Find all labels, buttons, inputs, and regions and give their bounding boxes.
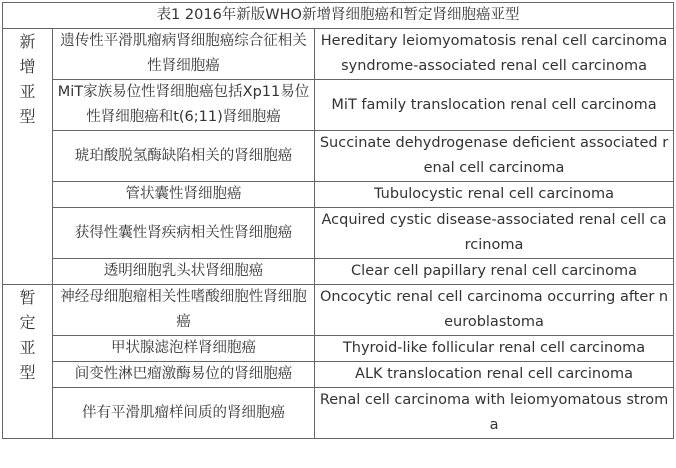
subtype-chinese-name: 遗传性平滑肌瘤病肾细胞癌综合征相关性肾细胞癌 (53, 29, 315, 80)
table-row (3, 208, 674, 259)
subtype-chinese-name: 间变性淋巴瘤激酶易位的肾细胞癌 (53, 362, 315, 388)
subtype-english-name: Succinate dehydrogenase deficient associated renal cell carcinoma (315, 131, 674, 182)
table-row (3, 29, 674, 80)
table-row (3, 80, 674, 131)
subtype-chinese-name: 神经母细胞瘤相关性嗜酸细胞性肾细胞癌 (53, 285, 315, 336)
subtype-chinese-name: 琥珀酸脱氢酶缺陷相关的肾细胞癌 (53, 131, 315, 182)
subtype-english-name: ALK translocation renal cell carcinoma (315, 362, 674, 388)
group-label-char: 型 (19, 363, 36, 382)
subtype-english-name: Clear cell papillary renal cell carcinoma (315, 259, 674, 285)
table-row (3, 362, 674, 388)
subtype-english-name: Renal cell carcinoma with leiomyomatous stroma (315, 388, 674, 439)
table-row (3, 131, 674, 182)
subtype-chinese-name: MiT家族易位性肾细胞癌包括Xp11易位性肾细胞癌和t(6;11)肾细胞癌 (53, 80, 315, 131)
group-label-char: 新 (19, 32, 36, 51)
subtype-chinese-name: 透明细胞乳头状肾细胞癌 (53, 259, 315, 285)
group-label (3, 285, 53, 439)
group-label-char: 定 (19, 313, 36, 332)
group-label-char: 增 (19, 57, 36, 76)
subtype-english-name: MiT family translocation renal cell carcinoma (315, 80, 674, 131)
subtype-english-name: Hereditary leiomyomatosis renal cell carcinoma syndrome-associated renal cell carcinoma (315, 29, 674, 80)
subtype-chinese-name: 甲状腺滤泡样肾细胞癌 (53, 336, 315, 362)
subtype-english-name: Oncocytic renal cell carcinoma occurring after neuroblastoma (315, 285, 674, 336)
table-row (3, 285, 674, 336)
group-label (3, 29, 53, 285)
group-label-char: 暂 (19, 288, 36, 307)
subtype-chinese-name: 管状囊性肾细胞癌 (53, 182, 315, 208)
table-row (3, 259, 674, 285)
table-row (3, 336, 674, 362)
subtype-chinese-name: 获得性囊性肾疾病相关性肾细胞癌 (53, 208, 315, 259)
table-row (3, 182, 674, 208)
group-label-char: 型 (19, 107, 36, 126)
subtype-english-name: Acquired cystic disease-associated renal cell carcinoma (315, 208, 674, 259)
table-title-row (3, 3, 674, 29)
subtype-table (2, 2, 674, 439)
subtype-english-name: Tubulocystic renal cell carcinoma (315, 182, 674, 208)
table-title: 表1 2016年新版WHO新增肾细胞癌和暂定肾细胞癌亚型 (3, 3, 674, 29)
table-row (3, 388, 674, 439)
subtype-chinese-name: 伴有平滑肌瘤样间质的肾细胞癌 (53, 388, 315, 439)
group-label-char: 亚 (19, 338, 36, 357)
subtype-english-name: Thyroid-like follicular renal cell carcinoma (315, 336, 674, 362)
group-label-char: 亚 (19, 82, 36, 101)
